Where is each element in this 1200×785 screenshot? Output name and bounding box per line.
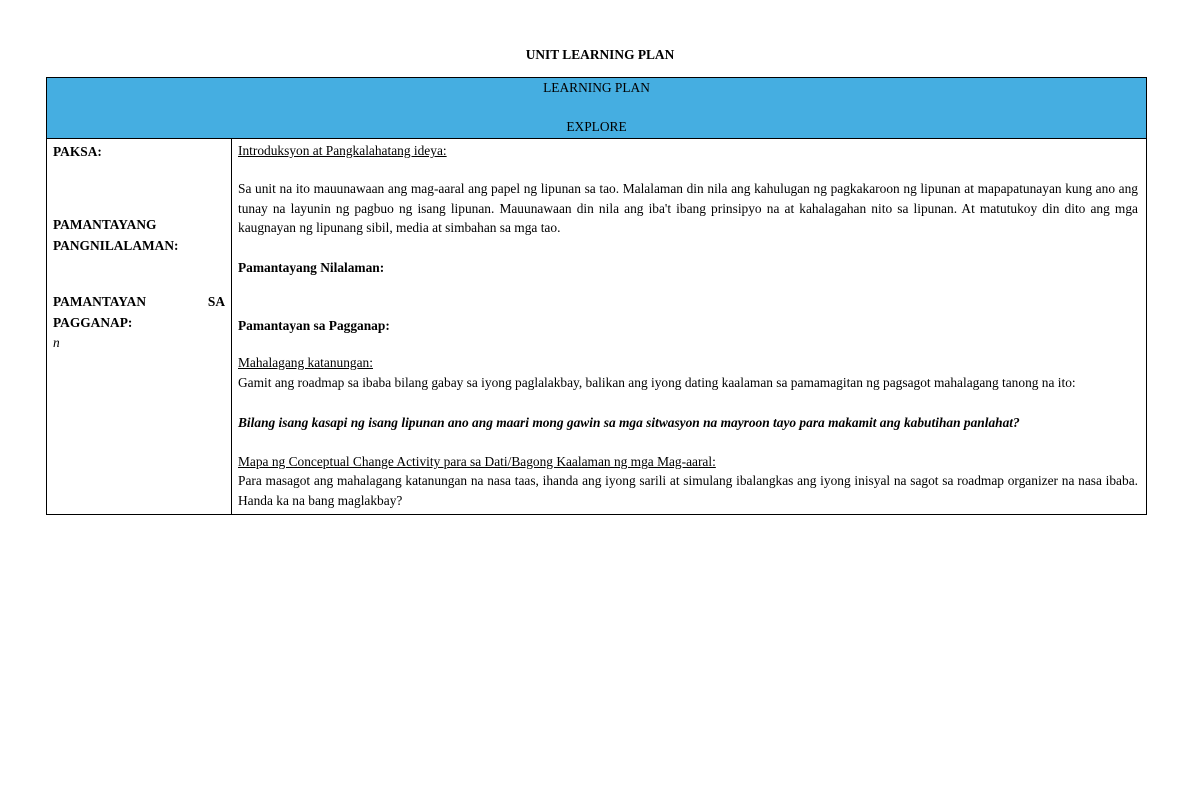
- mapa-body: Para masagot ang mahalagang katanungan na nasa taas, ihanda ang iyong sarili at simulang ibalangkas ang iyong inisyal na sagot sa roadmap organizer na nasa ibaba. Handa ka na bang maglakbay?: [238, 473, 1138, 508]
- label-paksa: PAKSA:: [53, 144, 102, 159]
- mahalagang-question: Bilang isang kasapi ng isang lipunan ano ang maari mong gawin sa mga sitwasyon na mayroon tayo para makamit ang kabutihan panlahat?: [238, 415, 1020, 430]
- table-header-band: [47, 78, 1146, 139]
- label-sa-word: SA: [207, 294, 225, 309]
- label-pamantayan-sa: [53, 291, 225, 312]
- label-pamantayang-line1: PAMANTAYANG: [53, 217, 157, 232]
- stray-n-text: n: [53, 335, 60, 350]
- intro-body: Sa unit na ito mauunawaan ang mag-aaral ang papel ng lipunan sa tao. Malalaman din nila ang kahulugan ng pagkakaroon ng lipunan at mapapatunayan kung ano ang tunay na layunin ng pagbuo ng isang lipunan. Mauunawaan din nila ang iba't ibang prinsipyo na at kahalagahan nito sa lipunan. At matutukoy din dito ang mga kaugnayan ng lipunang sibil, media at simbahan sa mga tao.: [238, 181, 1138, 235]
- label-pamantayang-line2: PANGNILALAMAN:: [53, 238, 179, 253]
- pamantayan-pagganap-heading: Pamantayan sa Pagganap:: [238, 318, 390, 333]
- learning-plan-table: [46, 77, 1147, 515]
- header-learning-plan: LEARNING PLAN: [543, 80, 650, 95]
- content-column: [232, 139, 1146, 514]
- label-column: [47, 139, 232, 514]
- label-pamantayan-word: PAMANTAYAN: [53, 294, 146, 309]
- mapa-heading: Mapa ng Conceptual Change Activity para sa Dati/Bagong Kaalaman ng mga Mag-aaral:: [238, 454, 716, 469]
- mahalagang-heading: Mahalagang katanungan:: [238, 355, 373, 370]
- document-title: UNIT LEARNING PLAN: [525, 47, 675, 62]
- label-pagganap: PAGGANAP:: [53, 315, 133, 330]
- header-explore: EXPLORE: [566, 119, 627, 134]
- intro-heading: Introduksyon at Pangkalahatang ideya:: [238, 143, 447, 158]
- pamantayang-nilalaman-heading: Pamantayang Nilalaman:: [238, 260, 385, 275]
- mahalagang-body: Gamit ang roadmap sa ibaba bilang gabay sa iyong paglalakbay, balikan ang iyong dating kaalaman sa pamamagitan ng pagsagot mahalagang tanong na ito:: [238, 375, 1076, 390]
